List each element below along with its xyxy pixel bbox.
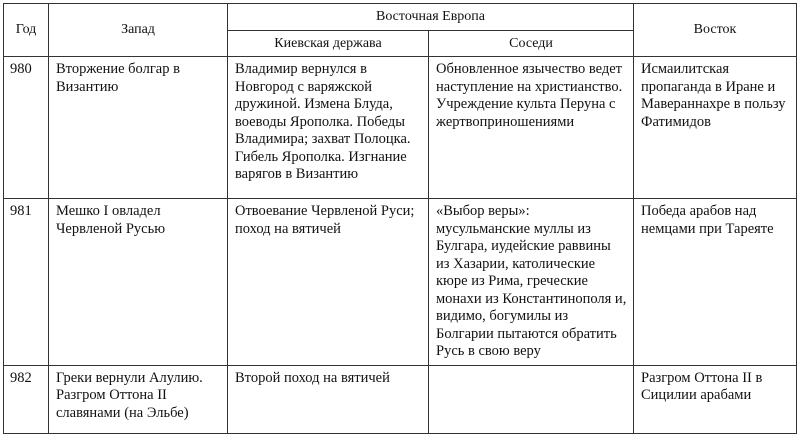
kiev-cell: Отвоевание Червленой Руси; поход на вятичей bbox=[228, 199, 429, 366]
kiev-cell: Второй поход на вятичей bbox=[228, 365, 429, 433]
year-cell: 981 bbox=[4, 199, 49, 366]
header-kiev: Киевская держава bbox=[228, 31, 429, 57]
header-east: Восток bbox=[634, 4, 797, 57]
east-cell: Разгром Оттона II в Сицилии арабами bbox=[634, 365, 797, 433]
header-neighbors: Соседи bbox=[429, 31, 634, 57]
header-year: Год bbox=[4, 4, 49, 57]
header-west: Запад bbox=[49, 4, 228, 57]
kiev-cell: Владимир вернулся в Новгород с варяжской дружиной. Измена Блуда, воеводы Ярополка. Победы Владимира; захват Полоцка. Гибель Ярополка. Изгнание варягов в Византию bbox=[228, 57, 429, 199]
neighbors-cell: Обновленное язычество ведет наступление на христианство. Учреждение культа Перуна с жертвоприношениями bbox=[429, 57, 634, 199]
west-cell: Греки вернули Алулию. Разгром Оттона II славянами (на Эльбе) bbox=[49, 365, 228, 433]
west-cell: Мешко I овладел Червленой Русью bbox=[49, 199, 228, 366]
year-cell: 982 bbox=[4, 365, 49, 433]
year-cell: 980 bbox=[4, 57, 49, 199]
header-east-europe: Восточная Европа bbox=[228, 4, 634, 31]
table-row bbox=[4, 199, 797, 366]
table-row bbox=[4, 365, 797, 433]
table-row bbox=[4, 57, 797, 199]
west-cell: Вторжение болгар в Византию bbox=[49, 57, 228, 199]
history-table bbox=[3, 3, 797, 434]
neighbors-cell: «Выбор веры»: мусульманские муллы из Булгара, иудейские раввины из Хазарии, католические кюре из Рима, греческие монахи из Константинополя и, видимо, богумилы из Болгарии пытаются обратить Русь в свою веру bbox=[429, 199, 634, 366]
east-cell: Победа арабов над немцами при Тареяте bbox=[634, 199, 797, 366]
east-cell: Исмаилитская пропаганда в Иране и Мавераннахре в пользу Фатимидов bbox=[634, 57, 797, 199]
neighbors-cell bbox=[429, 365, 634, 433]
